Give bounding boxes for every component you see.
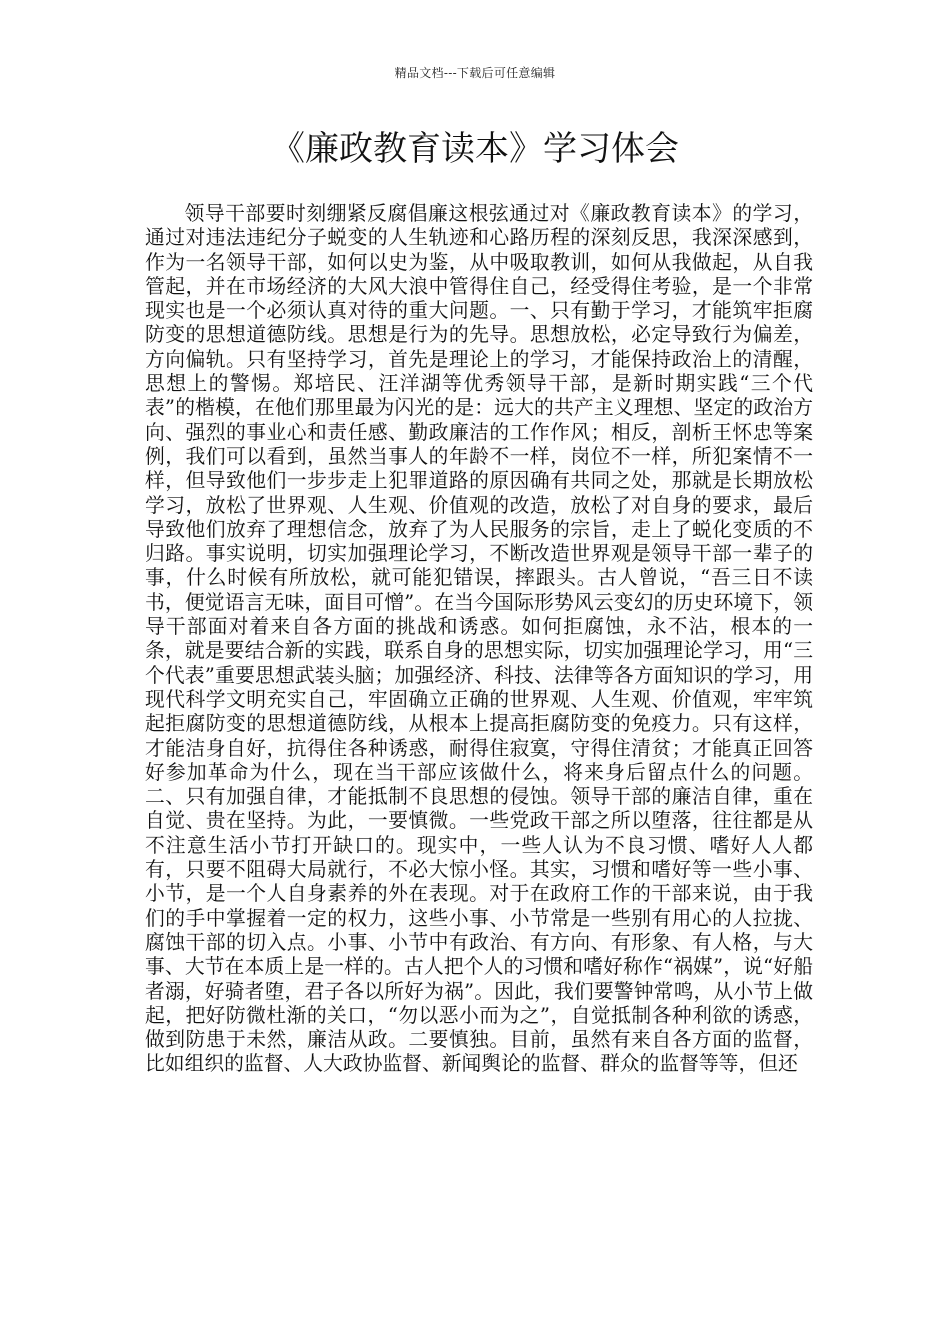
page-header: 精品文档---下载后可任意编辑 <box>394 66 556 80</box>
document-title: 《廉政教育读本》学习体会 <box>271 129 679 169</box>
document-body: 领导干部要时刻绷紧反腐倡廉这根弦通过对《廉政教育读本》的学习，通过对违法违纪分子蜕变的人生轨迹和心路历程的深刻反思，我深深感到，作为一名领导干部，如何以史为鉴，从中吸取教训，如何从我做起，从自我管起，并在市场经济的大风大浪中管得住自己，经受得住考验，是一个非常现实也是一个必须认真对待的重大问题。一、只有勤于学习，才能筑牢拒腐防变的思想道德防线。思想是行为的先导。思想放松，必定导致行为偏差，方向偏轨。只有坚持学习，首先是理论上的学习，才能保持政治上的清醒，思想上的警惕。郑培民、汪洋湖等优秀领导干部，是新时期实践“三个代表”的楷模，在他们那里最为闪光的是：远大的共产主义理想、坚定的政治方向、强烈的事业心和责任感、勤政廉洁的工作作风；相反，剖析王怀忠等案例，我们可以看到，虽然当事人的年龄不一样，岗位不一样，所犯案情不一样，但导致他们一步步走上犯罪道路的原因确有共同之处，那就是长期放松学习，放松了世界观、人生观、价值观的改造，放松了对自身的要求，最后导致他们放弃了理想信念，放弃了为人民服务的宗旨，走上了蜕化变质的不归路。事实说明，切实加强理论学习，不断改造世界观是领导干部一辈子的事，什么时候有所放松，就可能犯错误，摔跟头。古人曾说，“吾三日不读书，便觉语言无味，面目可憎”。在当今国际形势风云变幻的历史环境下，领导干部面对着来自各方面的挑战和诱惑。如何拒腐蚀，永不沾，根本的一条，就是要结合新的实践，联系自身的思想实际，切实加强理论学习，用“三个代表”重要思想武装头脑；加强经济、科技、法律等各方面知识的学习，用现代科学文明充实自己，牢固确立正确的世界观、人生观、价值观，牢牢筑起拒腐防变的思想道德防线，从根本上提高拒腐防变的免疫力。只有这样，才能洁身自好，抗得住各种诱惑，耐得住寂寞，守得住清贫；才能真正回答好参加革命为什么，现在当干部应该做什么，将来身后留点什么的问题。二、只有加强自律，才能抵制不良思想的侵蚀。领导干部的廉洁自律，重在自觉、贵在坚持。为此，一要慎微。一些党政干部之所以堕落，往往都是从不注意生活小节打开缺口的。现实中，一些人认为不良习惯、嗜好人人都有，只要不阻碍大局就行，不必大惊小怪。其实，习惯和嗜好等一些小事、小节，是一个人自身素养的外在表现。对于在政府工作的干部来说，由于我们的手中掌握着一定的权力，这些小事、小节常是一些别有用心的人拉拢、腐蚀干部的切入点。小事、小节中有政治、有方向、有形象、有人格，与大事、大节在本质上是一样的。古人把个人的习惯和嗜好称作“祸媒”，说“好船者溺，好骑者堕，君子各以所好为祸”。因此，我们要警钟常鸣，从小节上做起，把好防微杜渐的关口，“勿以恶小而为之”，自觉抵制各种利欲的诱惑，做到防患于未然，廉洁从政。二要慎独。目前，虽然有来自各方面的监督，比如组织的监督、人大政协监督、新闻舆论的监督、群众的监督等等，但还 <box>145 202 813 1076</box>
